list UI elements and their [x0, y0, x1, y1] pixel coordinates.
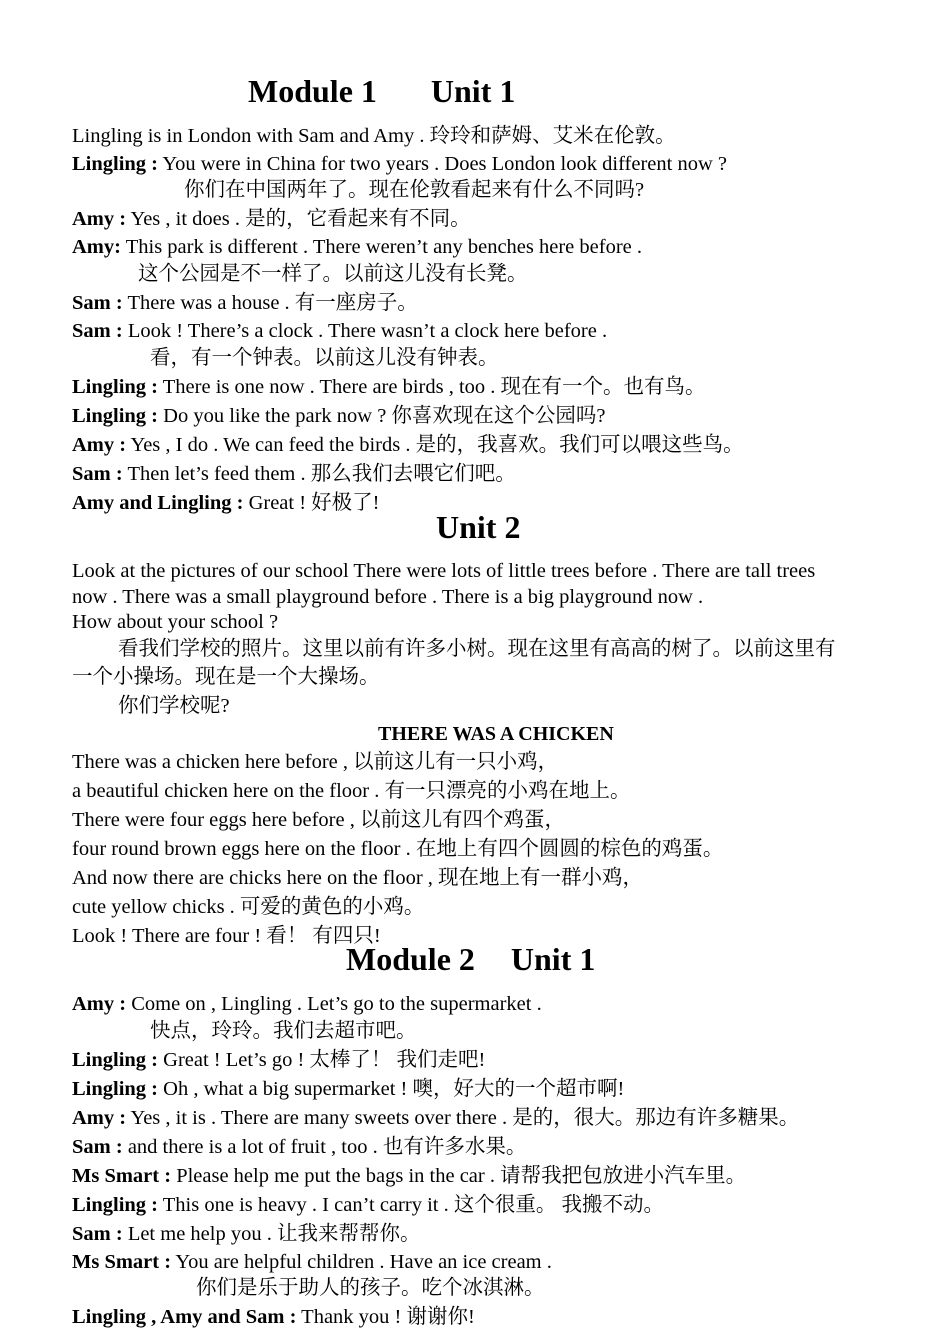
speaker: Sam :: [72, 1223, 123, 1245]
speaker: Amy :: [72, 434, 127, 456]
line-text: Please help me put the bags in the car . 请帮我把包放进小汽车里。: [171, 1165, 747, 1187]
translation-line: 你们在中国两年了。现在伦敦看起来有什么不同吗?: [184, 179, 645, 201]
line-text: Then let’s feed them . 那么我们去喂它们吧。: [122, 463, 516, 485]
line-text: Great ! Let’s go ! 太棒了！ 我们走吧!: [158, 1049, 486, 1071]
unit2-translation: 看我们学校的照片。这里以前有许多小树。现在这里有高高的树了。以前这里有: [118, 638, 836, 660]
module1-heading: [248, 73, 515, 109]
dialogue-line: [72, 235, 642, 259]
speaker: Amy:: [72, 236, 121, 258]
line-text: Come on , Lingling . Let’s go to the supermarket .: [126, 993, 542, 1015]
line-text: Let me help you . 让我来帮帮你。: [122, 1223, 421, 1245]
dialogue-line: [72, 1305, 475, 1329]
song-line: Look ! There are four ! 看！ 有四只!: [72, 925, 381, 947]
unit2-paragraph: now . There was a small playground before . There is a big playground now .: [72, 586, 704, 608]
dialogue-line: [72, 1193, 664, 1217]
speaker: Lingling , Amy and Sam :: [72, 1306, 297, 1328]
song-line: There was a chicken here before , 以前这儿有一只小鸡，: [72, 751, 559, 773]
translation-line: 看，有一个钟表。以前这儿没有钟表。: [150, 347, 499, 369]
unit2-paragraph: Look at the pictures of our school There were lots of little trees before . There are tall trees: [72, 560, 816, 582]
speaker: Ms Smart :: [72, 1165, 172, 1187]
song-line: cute yellow chicks . 可爱的黄色的小鸡。: [72, 896, 425, 918]
line-text: and there is a lot of fruit , too . 也有许多水果。: [122, 1136, 527, 1158]
dialogue-line: [72, 1250, 552, 1274]
dialogue-line: [72, 207, 471, 231]
speaker: Amy :: [72, 208, 127, 230]
song-line: There were four eggs here before , 以前这儿有四个鸡蛋，: [72, 809, 565, 831]
song-line: a beautiful chicken here on the floor . 有一只漂亮的小鸡在地上。: [72, 780, 631, 802]
speaker: Lingling :: [72, 1049, 159, 1071]
song-line: And now there are chicks here on the floor , 现在地上有一群小鸡，: [72, 867, 644, 889]
dialogue-line: [72, 319, 607, 343]
dialogue-line: [72, 1106, 799, 1130]
song-title: THERE WAS A CHICKEN: [378, 723, 614, 745]
speaker: Amy and Lingling :: [72, 492, 244, 514]
speaker: Sam :: [72, 463, 123, 485]
line-text: You are helpful children . Have an ice cream .: [171, 1251, 552, 1273]
speaker: Lingling :: [72, 153, 159, 175]
line-text: Oh , what a big supermarket ! 噢，好大的一个超市啊!: [158, 1078, 625, 1100]
line-text: Yes , I do . We can feed the birds . 是的，我喜欢。我们可以喂这些鸟。: [126, 434, 744, 456]
song-line: four round brown eggs here on the floor . 在地上有四个圆圆的棕色的鸡蛋。: [72, 838, 724, 860]
line-text: Great ! 好极了!: [243, 492, 380, 514]
dialogue-line: [72, 433, 744, 457]
dialogue-line: [72, 404, 606, 428]
dialogue-line: [72, 462, 516, 486]
speaker: Sam :: [72, 292, 123, 314]
speaker: Lingling :: [72, 1194, 159, 1216]
speaker: Lingling :: [72, 1078, 159, 1100]
module1-intro: Lingling is in London with Sam and Amy . 玲玲和萨姆、艾米在伦敦。: [72, 125, 676, 147]
module2-heading-module: Module 2: [346, 941, 475, 977]
dialogue-line: [72, 375, 706, 399]
line-text: Look ! There’s a clock . There wasn’t a clock here before .: [122, 320, 608, 342]
dialogue-line: [72, 992, 542, 1016]
module1-heading-unit: Unit 1: [430, 73, 516, 109]
translation-line: 快点，玲玲。我们去超市吧。: [150, 1020, 417, 1042]
dialogue-line: [72, 1135, 526, 1159]
translation-line: 你们是乐于助人的孩子。吃个冰淇淋。: [196, 1277, 545, 1299]
speaker: Lingling :: [72, 376, 159, 398]
line-text: Thank you ! 谢谢你!: [296, 1306, 475, 1328]
line-text: There is one now . There are birds , too . 现在有一个。也有鸟。: [158, 376, 706, 398]
line-text: This one is heavy . I can’t carry it . 这个很重。 我搬不动。: [158, 1194, 664, 1216]
unit2-paragraph: How about your school ?: [72, 611, 279, 633]
translation-line: 这个公园是不一样了。以前这儿没有长凳。: [138, 263, 528, 285]
line-text: This park is different . There weren’t any benches here before .: [120, 236, 642, 258]
unit2-heading: Unit 2: [436, 509, 521, 545]
dialogue-line: [72, 1222, 420, 1246]
dialogue-line: [72, 152, 727, 176]
module1-heading-module: Module 1: [248, 73, 377, 109]
line-text: Yes , it does . 是的，它看起来有不同。: [126, 208, 471, 230]
unit2-translation: 你们学校呢?: [118, 695, 230, 717]
dialogue-line: [72, 291, 418, 315]
line-text: Do you like the park now ? 你喜欢现在这个公园吗?: [158, 405, 606, 427]
dialogue-line: [72, 1164, 746, 1188]
module2-heading-unit: Unit 1: [510, 941, 596, 977]
line-text: You were in China for two years . Does London look different now ?: [158, 153, 727, 175]
speaker: Amy :: [72, 1107, 127, 1129]
dialogue-line: [72, 1077, 624, 1101]
speaker: Lingling :: [72, 405, 159, 427]
speaker: Sam :: [72, 320, 123, 342]
line-text: Yes , it is . There are many sweets over there . 是的，很大。那边有许多糖果。: [126, 1107, 800, 1129]
speaker: Ms Smart :: [72, 1251, 172, 1273]
unit2-translation: 一个小操场。现在是一个大操场。: [72, 666, 380, 688]
speaker: Sam :: [72, 1136, 123, 1158]
dialogue-line: [72, 491, 380, 515]
module2-heading: [346, 941, 595, 977]
line-text: There was a house . 有一座房子。: [122, 292, 418, 314]
dialogue-line: [72, 1048, 485, 1072]
speaker: Amy :: [72, 993, 127, 1015]
